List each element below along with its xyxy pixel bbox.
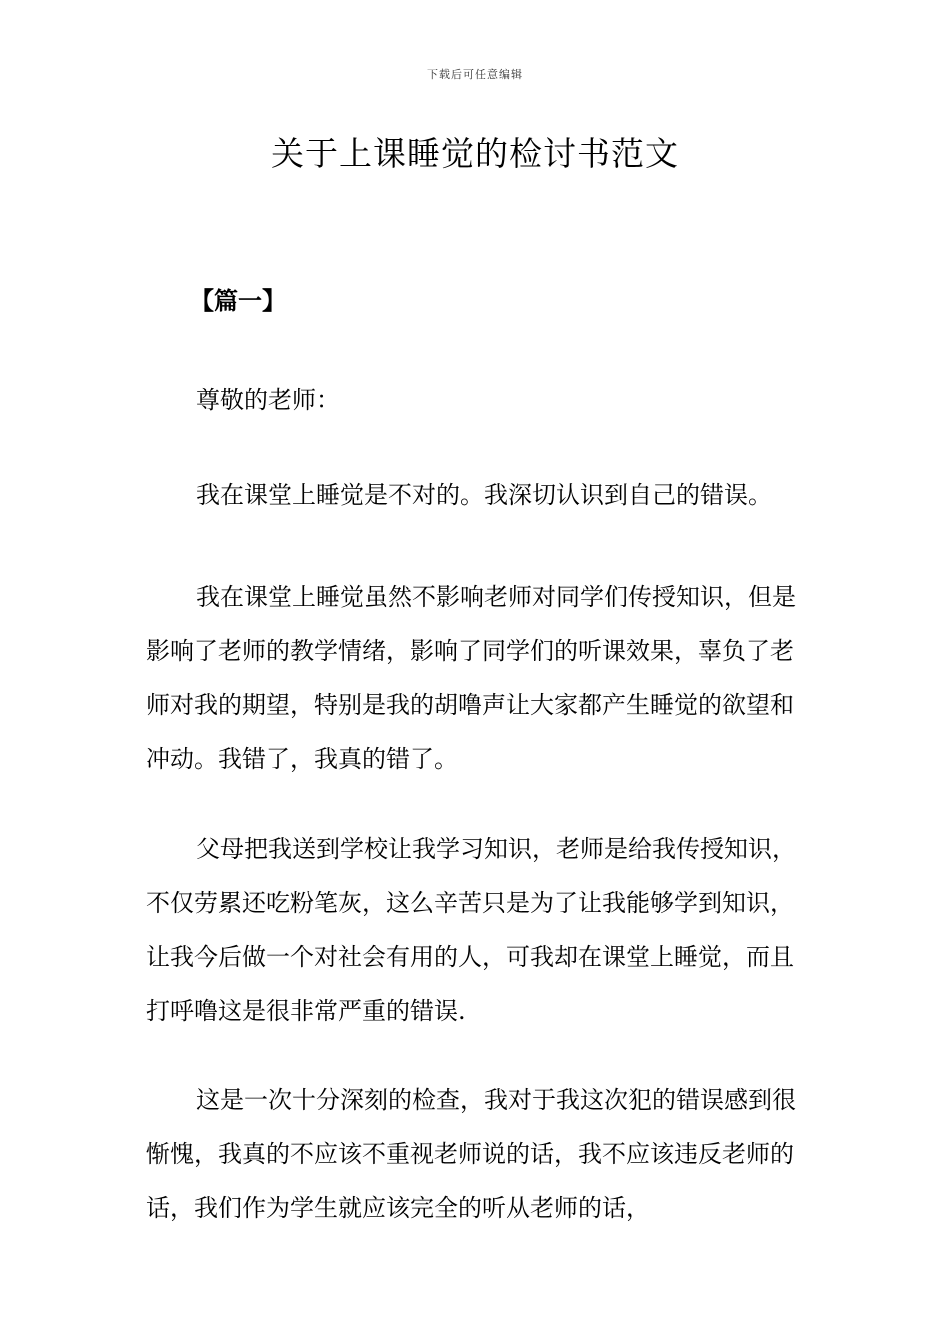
salutation: 尊敬的老师：	[196, 386, 340, 414]
paragraph-3: 父母把我送到学校让我学习知识，老师是给我传授知识，不仅劳累还吃粉笔灰，这么辛苦只是为了让我能够学到知识，让我今后做一个对社会有用的人，可我却在课堂上睡觉，而且打呼噜这是很非常严重的错误.	[146, 835, 796, 1025]
paragraph-4: 这是一次十分深刻的检查，我对于我这次犯的错误感到很惭愧，我真的不应该不重视老师说的话，我不应该违反老师的话，我们作为学生就应该完全的听从老师的话，	[146, 1086, 796, 1222]
paragraph-1: 我在课堂上睡觉是不对的。我深切认识到自己的错误。	[196, 481, 772, 509]
paragraph-2: 我在课堂上睡觉虽然不影响老师对同学们传授知识，但是影响了老师的教学情绪，影响了同学们的听课效果，辜负了老师对我的期望，特别是我的胡噜声让大家都产生睡觉的欲望和冲动。我错了，我真的错了。	[146, 583, 796, 773]
document-title: 关于上课睡觉的检讨书范文	[271, 134, 679, 173]
header-note: 下载后可任意编辑	[427, 68, 523, 81]
section-label: 【篇一】	[190, 287, 286, 315]
